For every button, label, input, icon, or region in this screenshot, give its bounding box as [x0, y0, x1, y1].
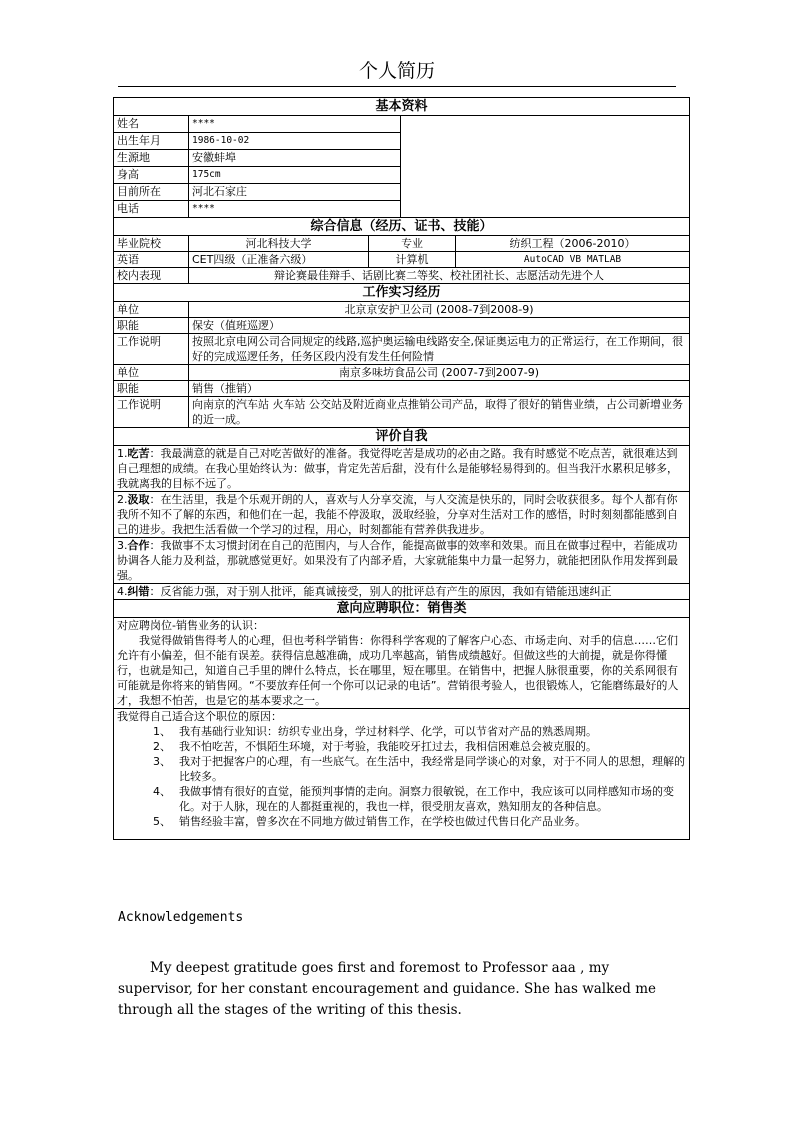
value-major: 纺织工程（2006-2010）: [456, 236, 690, 252]
section-header-work: 工作实习经历: [114, 284, 690, 302]
reason-text: 我不怕吃苦，不惧陌生环境，对于考验，我能咬牙扛过去，我相信困难总会被克服的。: [179, 740, 597, 753]
self-eval-item-1: [114, 446, 690, 492]
self-eval-item-3: [114, 538, 690, 584]
page-title: 个人简历: [358, 60, 435, 82]
label-duty-2: 职能: [114, 381, 189, 397]
value-phone: ****: [189, 201, 401, 218]
reason-item: [117, 814, 686, 829]
reason-item: [117, 784, 686, 814]
value-height: 175cm: [189, 167, 401, 184]
reason-item: [117, 739, 686, 754]
section-header-basic: 基本资料: [114, 98, 690, 116]
value-birth: 1986-10-02: [189, 133, 401, 150]
target-understanding-body: 我觉得做销售得考人的心理，但也考科学销售：你得科学客观的了解客户心态、市场走向、对手的信息……它们允许有小偏差，但不能有误差。获得信息越准确，成功几率越高，销售成绩越好。但做这些的大前提，就是你得懂行，也就是知己，知道自己手里的牌什么特点，长在哪里，短在哪里。在销售中，把握人脉很重要，你的关系网很有可能就是你将来的销售网。“不要放弃任何一个你可以记录的电话”。营销很考验人，也很锻炼人，它能磨练最好的人才，我想不怕苦，也是它的基本要求之一。: [117, 634, 679, 707]
self-eval-item-4: [114, 584, 690, 600]
value-unit-2: 南京多味坊食品公司 (2007-7到2007-9): [189, 365, 690, 381]
value-location: 河北石家庄: [189, 184, 401, 201]
self-eval-text: ：我做事不太习惯封闭在自己的范围内，与人合作，能提高做事的效率和效果。而且在做事过程中，若能成功协调各人能力及利益，那就感觉更好。如果没有了内部矛盾，大家就能集中力量一起努力，就能把团队作用发挥到最强。: [117, 539, 678, 582]
label-desc-1: 工作说明: [114, 334, 189, 365]
value-desc-2: 向南京的汽车站 火车站 公交站及附近商业点推销公司产品，取得了很好的销售业绩，占公司新增业务的近一成。: [189, 397, 690, 428]
section-header-self-eval: 评价自我: [114, 428, 690, 446]
value-english: CET四级（正准备六级）: [189, 252, 369, 268]
acknowledgements-body: My deepest gratitude goes first and foremost to Professor aaa , my supervisor, for her constant encouragement and guidance. She has walked me through all the stages of the writing of this thesis.: [118, 960, 657, 1018]
label-location: 目前所在: [114, 184, 189, 201]
value-unit-1: 北京京安护卫公司 (2008-7到2008-9): [189, 302, 690, 318]
target-reasons-title: 我觉得自己适合这个职位的原因：: [117, 710, 282, 723]
section-header-info: 综合信息（经历、证书、技能）: [114, 218, 690, 236]
acknowledgements-heading: Acknowledgements: [118, 910, 244, 925]
reason-item: [117, 724, 686, 739]
resume-table: [113, 97, 690, 840]
label-school: 毕业院校: [114, 236, 189, 252]
self-eval-num: 1.: [117, 447, 128, 460]
self-eval-num: 4.: [117, 585, 128, 598]
label-major: 专业: [369, 236, 456, 252]
label-duty-1: 职能: [114, 318, 189, 334]
reason-text: 我有基础行业知识：纺织专业出身，学过材料学、化学，可以节省对产品的熟悉周期。: [179, 725, 597, 738]
label-name: 姓名: [114, 116, 189, 133]
label-unit-2: 单位: [114, 365, 189, 381]
value-school: 河北科技大学: [189, 236, 369, 252]
reason-num: 1、: [153, 725, 171, 738]
self-eval-text: ：反省能力强，对于别人批评，能真诚接受，别人的批评总有产生的原因，我如有错能迅速纠正: [149, 585, 612, 598]
reason-item: [117, 754, 686, 784]
target-reasons: [114, 709, 690, 840]
reason-num: 4、: [153, 785, 171, 798]
self-eval-text: ：在生活里，我是个乐观开朗的人，喜欢与人分享交流，与人交流是快乐的，同时会收获很多。每个人都有你我所不知不了解的东西，和他们在一起，我能不停汲取，汲取经验，分享对生活对工作的感悟，时时刻刻都能感到自己的进步。我把生活看做一个学习的过程，用心，时刻都能有营养供我进步。: [117, 493, 678, 536]
label-unit-1: 单位: [114, 302, 189, 318]
reason-num: 3、: [153, 755, 171, 768]
title-underline: [118, 86, 676, 87]
target-understanding: [114, 618, 690, 709]
photo-area: [401, 116, 690, 218]
label-computer: 计算机: [369, 252, 456, 268]
reason-num: 2、: [153, 740, 171, 753]
label-english: 英语: [114, 252, 189, 268]
self-eval-key: 合作: [127, 539, 150, 552]
value-duty-1: 保安（值班巡逻）: [189, 318, 690, 334]
self-eval-key: 吃苦: [127, 447, 150, 460]
label-birth: 出生年月: [114, 133, 189, 150]
reason-text: 我对于把握客户的心理，有一些底气。在生活中，我经常是同学谈心的对象，对于不同人的思想，理解的比较多。: [179, 755, 685, 783]
value-name: ****: [189, 116, 401, 133]
label-phone: 电话: [114, 201, 189, 218]
self-eval-item-2: [114, 492, 690, 538]
value-computer: AutoCAD VB MATLAB: [456, 252, 690, 268]
label-origin: 生源地: [114, 150, 189, 167]
value-campus: 辩论赛最佳辩手、话剧比赛二等奖、校社团社长、志愿活动先进个人: [189, 268, 690, 284]
reason-num: 5、: [153, 815, 171, 828]
self-eval-num: 3.: [117, 539, 128, 552]
label-campus: 校内表现: [114, 268, 189, 284]
value-origin: 安徽蚌埠: [189, 150, 401, 167]
self-eval-text: ：我最满意的就是自己对吃苦做好的准备。我觉得吃苦是成功的必由之路。我有时感觉不吃点苦，就很难达到自己理想的成绩。在我心里始终认为：做事，肯定先苦后甜，没有什么是能够轻易得到的。但当我汗水累积足够多，我就离我的目标不远了。: [117, 447, 678, 490]
value-duty-2: 销售（推销）: [189, 381, 690, 397]
label-desc-2: 工作说明: [114, 397, 189, 428]
section-header-target: 意向应聘职位：销售类: [114, 600, 690, 618]
value-desc-1: 按照北京电网公司合同规定的线路,巡护奥运输电线路安全,保证奥运电力的正常运行，在工作期间，很好的完成巡逻任务，任务区段内没有发生任何险情: [189, 334, 690, 365]
target-understanding-title: 对应聘岗位-销售业务的认识：: [117, 619, 264, 632]
self-eval-key: 纠错: [127, 585, 150, 598]
reason-text: 销售经验丰富，曾多次在不同地方做过销售工作，在学校也做过代售日化产品业务。: [179, 815, 586, 828]
self-eval-num: 2.: [117, 493, 128, 506]
self-eval-key: 汲取: [127, 493, 150, 506]
reason-text: 我做事情有很好的直觉，能预判事情的走向。洞察力很敏锐，在工作中，我应该可以同样感知市场的变化。对于人脉，现在的人都挺重视的，我也一样，很受朋友喜欢，熟知朋友的各种信息。: [179, 785, 674, 813]
label-height: 身高: [114, 167, 189, 184]
